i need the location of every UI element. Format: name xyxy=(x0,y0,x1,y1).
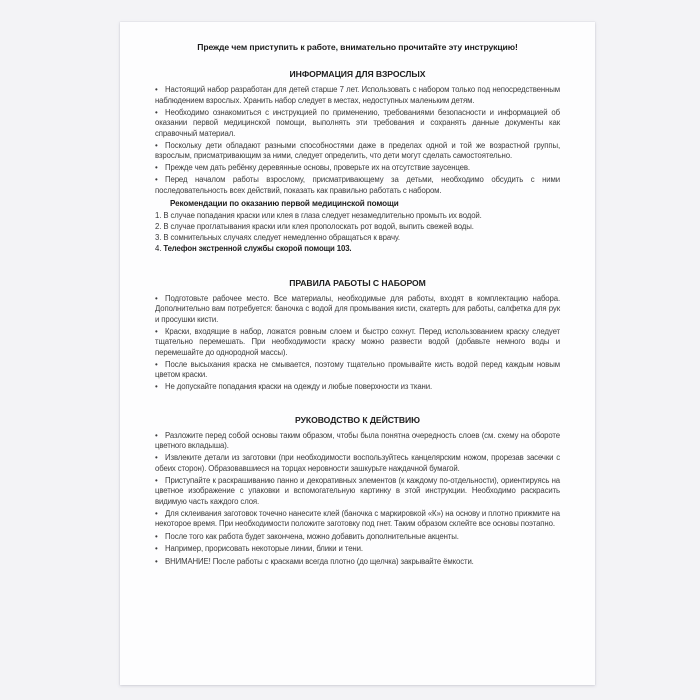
bullet-icon: • xyxy=(155,508,158,518)
first-aid-item xyxy=(155,232,560,243)
item-number: 2. xyxy=(155,221,162,231)
bullet-icon: • xyxy=(155,453,158,462)
paragraph-text: Подготовьте рабочее место. Все материалы, необходимые для работы, входят в комплектацию набора. Дополнительно вам потребуется: баночка с водой для промывания кисти, скатерть для работы, салфетка для рук и просушки кисти. xyxy=(155,293,560,324)
section-title: ПРАВИЛА РАБОТЫ С НАБОРОМ xyxy=(289,277,426,288)
section-title: РУКОВОДСТВО К ДЕЙСТВИЮ xyxy=(295,414,420,425)
section-action-guide xyxy=(155,415,560,568)
paragraph-text: Извлеките детали из заготовки (при необходимости воспользуйтесь канцелярским ножом, прорезав засечки с обеих сторон). Образовавшиеся на торцах неровности зашкурьте наждачной бумагой. xyxy=(155,453,560,473)
intro-warning: Прежде чем приступить к работе, внимательно прочитайте эту инструкцию! xyxy=(197,42,518,52)
bullet-icon: • xyxy=(155,293,158,303)
paragraph-text: Не допускайте попадания краски на одежду и любые поверхности из ткани. xyxy=(165,382,433,391)
bullet-icon: • xyxy=(155,532,158,541)
paragraph-text: ВНИМАНИЕ! После работы с красками всегда плотно (до щелчка) закрывайте ёмкости. xyxy=(165,557,474,566)
paragraph-text: После того как работа будет закончена, можно добавить дополнительные акценты. xyxy=(165,532,459,541)
item-number: 3. xyxy=(155,232,162,242)
first-aid-item xyxy=(155,210,560,221)
bullet-paragraph xyxy=(155,431,560,452)
item-text: Телефон экстренной службы скорой помощи 103. xyxy=(163,243,352,253)
section-title: ИНФОРМАЦИЯ ДЛЯ ВЗРОСЛЫХ xyxy=(289,69,426,79)
paragraph-text: Прежде чем дать ребёнку деревянные основы, проверьте их на отсутствие заусенцев. xyxy=(165,163,470,172)
bullet-icon: • xyxy=(155,107,158,117)
bullet-icon: • xyxy=(155,543,158,553)
bullet-paragraph xyxy=(155,509,560,530)
bullet-paragraph xyxy=(155,85,560,106)
paragraph-text: Приступайте к раскрашиванию панно и декоративных элементов (к каждому по-отдельности), ориентируясь на цветное изображение с упаковки и вспомогательную картинку в этой инструкции. Необходимо раскрасить видимую часть каждого слоя. xyxy=(155,475,560,506)
bullet-icon: • xyxy=(155,359,158,369)
bullet-icon: • xyxy=(155,557,158,566)
bullet-paragraph xyxy=(155,108,560,140)
paragraph-text: Например, прорисовать некоторые линии, блики и тени. xyxy=(165,543,363,553)
section-work-rules xyxy=(155,278,560,393)
paragraph-text: Разложите перед собой основы таким образом, чтобы была понятна очередность слоев (см. схему на обороте цветного вкладыша). xyxy=(155,430,560,450)
short-bullet xyxy=(155,531,560,543)
bullet-paragraph xyxy=(155,453,560,474)
bullet-paragraph xyxy=(155,382,560,393)
bullet-paragraph xyxy=(155,294,560,326)
section-adult-info xyxy=(155,69,560,254)
item-text: В случае попадания краски или клея в глаза следует незамедлительно промыть их водой. xyxy=(163,210,482,220)
item-text: В сомнительных случаях следует немедленно обращаться к врачу. xyxy=(163,232,400,242)
bullet-paragraph xyxy=(155,476,560,508)
paragraph-text: Для склеивания заготовок точечно нанесите клей (баночка с маркировкой «К») на основу и плотно прижмите на некоторое время. При необходимости положите заготовку под гнет. Таким образом склейте все основы поэтапно. xyxy=(155,508,560,528)
bullet-icon: • xyxy=(155,163,158,172)
paragraph-text: Необходимо ознакомиться с инструкцией по применению, требованиями безопасности и информацией об оказании первой медицинской помощи, выполнять эти требования и сохранять данные документы как справочный материал. xyxy=(155,107,560,138)
paragraph-text: Поскольку дети обладают разными способностями даже в пределах одной и той же возрастной группы, взрослым, присматривающим за ними, следует определить, что дети могут сделать самостоятельно. xyxy=(155,140,560,160)
paragraph-text: Настоящий набор разработан для детей старше 7 лет. Использовать с набором только под непосредственным наблюдением взрослых. Хранить набор следует в местах, недоступных маленьким детям. xyxy=(155,85,560,105)
bullet-paragraph xyxy=(155,163,560,174)
bullet-paragraph xyxy=(155,175,560,196)
item-number: 1. xyxy=(155,210,162,220)
bullet-icon: • xyxy=(155,140,158,150)
bullet-paragraph xyxy=(155,327,560,359)
first-aid-heading: Рекомендации по оказанию первой медицинской помощи xyxy=(170,198,399,208)
item-number: 4. xyxy=(155,243,162,253)
bullet-icon: • xyxy=(155,326,158,336)
instruction-sheet xyxy=(120,22,595,685)
paragraph-text: Краски, входящие в набор, ложатся ровным слоем и быстро сохнут. Перед использованием краску следует тщательно перемешать. При необходимости краску можно развести водой (добавьте немного воды и перемешайте до однородной массы). xyxy=(155,326,560,357)
bullet-icon: • xyxy=(155,175,158,184)
bullet-icon: • xyxy=(155,475,158,485)
paragraph-text: После высыхания краска не смывается, поэтому тщательно промывайте кисть водой перед каждым новым цветом краски. xyxy=(155,359,560,379)
emergency-phone-item xyxy=(155,243,560,254)
paragraph-text: Перед началом работы взрослому, присматривающему за детьми, необходимо обсудить с ними последовательность всех действий, показать как правильно работать с набором. xyxy=(155,175,560,195)
bullet-icon: • xyxy=(155,430,158,440)
bullet-icon: • xyxy=(155,382,158,391)
sheet-content xyxy=(155,42,560,584)
first-aid-item xyxy=(155,221,560,232)
bullet-icon: • xyxy=(155,85,158,94)
short-bullet xyxy=(155,543,560,555)
item-text: В случае проглатывания краски или клея прополоскать рот водой, выпить свежей воды. xyxy=(163,221,474,231)
bullet-paragraph xyxy=(155,360,560,381)
attention-bullet xyxy=(155,556,560,568)
bullet-paragraph xyxy=(155,141,560,162)
